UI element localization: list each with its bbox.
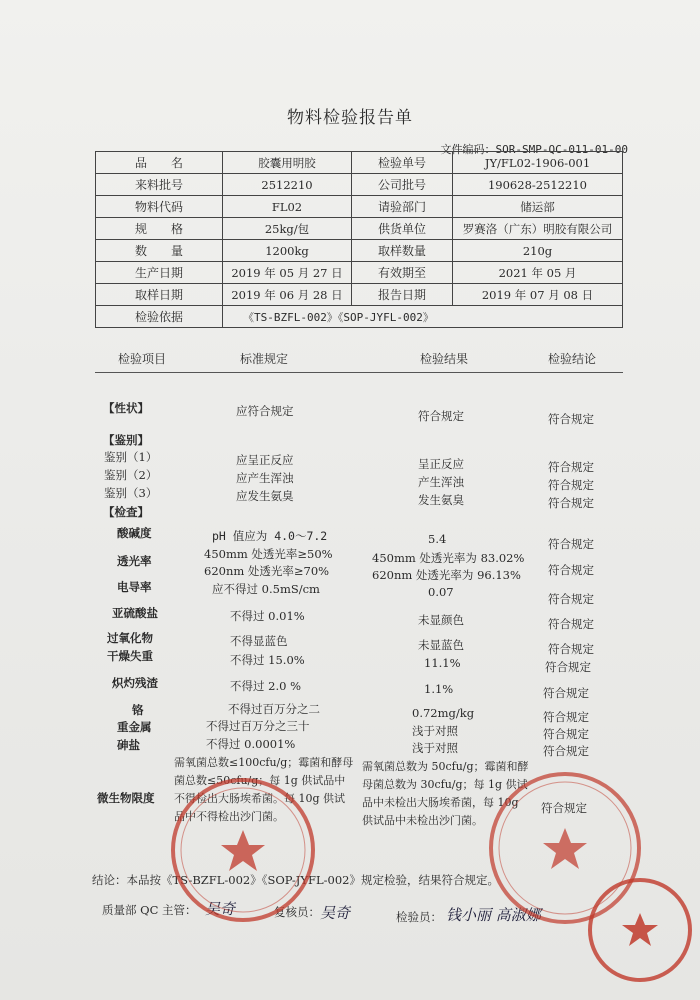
- ph-standard: pH 值应为 4.0～7.2: [212, 529, 328, 543]
- cr-conclusion: 符合规定: [543, 710, 589, 724]
- appearance-standard: 应符合规定: [236, 404, 294, 418]
- file-number: 文件编码：SOR-SMP-QC-011-01-00: [440, 143, 628, 156]
- cr-standard: 不得过百万分之二: [228, 702, 320, 716]
- info-value: 25kg/包: [223, 218, 352, 240]
- id3-result: 发生氨臭: [418, 493, 464, 507]
- heavy-conclusion: 符合规定: [543, 727, 589, 741]
- arsenic-name: 砷盐: [117, 738, 140, 752]
- sulfite-conclusion: 符合规定: [548, 617, 594, 631]
- peroxide-standard: 不得显蓝色: [230, 634, 288, 648]
- conclusion-text: 结论：本品按《TS-BZFL-002》《SOP-JYFL-002》规定检验，结果符合规定。: [92, 873, 499, 887]
- trans-standard-1: 450mm 处透光率≥50%: [204, 547, 333, 561]
- trans-result-1: 450mm 处透光率为 83.02%: [372, 551, 525, 565]
- sulfite-name: 亚硫酸盐: [112, 606, 158, 620]
- micro-conclusion: 符合规定: [541, 801, 587, 815]
- info-row: [96, 174, 623, 196]
- arsenic-standard: 不得过 0.0001%: [206, 737, 296, 751]
- info-value: 2019 年 06 月 28 日: [223, 284, 352, 306]
- company-seal-left: [168, 775, 318, 925]
- id2-conclusion: 符合规定: [548, 478, 594, 492]
- page-title: 物料检验报告单: [287, 108, 413, 128]
- col-result: 检验结果: [420, 352, 469, 366]
- info-row: [96, 196, 623, 218]
- id1-result: 呈正反应: [418, 457, 464, 471]
- qc-signature: 吴奇: [205, 900, 236, 918]
- section-check: 【检查】: [103, 505, 149, 519]
- department-seal: [585, 875, 695, 985]
- info-value: 储运部: [453, 196, 623, 218]
- arsenic-result: 浅于对照: [412, 741, 458, 755]
- dry-conclusion: 符合规定: [545, 660, 591, 674]
- info-label: 规 格: [96, 218, 223, 240]
- cond-name: 电导率: [117, 580, 152, 594]
- cond-conclusion: 符合规定: [548, 592, 594, 606]
- id2-name: 鉴别（2）: [104, 468, 158, 482]
- info-value: 2021 年 05 月: [453, 262, 623, 284]
- ph-name: 酸碱度: [117, 526, 152, 540]
- id3-conclusion: 符合规定: [548, 496, 594, 510]
- inspector-signature: 钱小丽 高淑娜: [446, 906, 541, 924]
- dry-result: 11.1%: [424, 656, 461, 670]
- col-conclusion: 检验结论: [548, 352, 597, 366]
- info-table: [95, 151, 623, 328]
- peroxide-result: 未显蓝色: [418, 638, 464, 652]
- info-label: 数 量: [96, 240, 223, 262]
- id2-standard: 应产生浑浊: [236, 471, 294, 485]
- info-value: 190628-2512210: [453, 174, 623, 196]
- info-label: 公司批号: [352, 174, 453, 196]
- info-value: 2512210: [223, 174, 352, 196]
- micro-result: 需氧菌总数为 50cfu/g；霉菌和酵母菌总数为 30cfu/g；每 1g 供试品中未检出大肠埃希菌，每 10g 供试品中未检出沙门菌。: [362, 760, 529, 827]
- trans-conclusion: 符合规定: [548, 563, 594, 577]
- micro-name: 微生物限度: [97, 791, 155, 805]
- info-label: 生产日期: [96, 262, 223, 284]
- cond-standard: 应不得过 0.5mS/cm: [212, 582, 320, 596]
- col-standard: 标准规定: [240, 352, 289, 366]
- info-row: [96, 240, 623, 262]
- section-identify: 【鉴别】: [103, 433, 149, 447]
- info-value: JY/FL02-1906-001: [453, 152, 623, 174]
- cr-result: 0.72mg/kg: [412, 706, 475, 720]
- peroxide-name: 过氧化物: [107, 631, 153, 645]
- review-label: 复核员：: [274, 905, 320, 919]
- info-label: 取样日期: [96, 284, 223, 306]
- info-label: 请验部门: [352, 196, 453, 218]
- trans-standard-2: 620nm 处透光率≥70%: [204, 564, 330, 578]
- review-signature: 吴奇: [320, 904, 351, 922]
- ash-standard: 不得过 2.0 %: [230, 679, 302, 693]
- info-value: 1200kg: [223, 240, 352, 262]
- cr-name: 铬: [132, 703, 144, 717]
- ash-name: 炽灼残渣: [112, 676, 158, 690]
- info-value: 2019 年 07 月 08 日: [453, 284, 623, 306]
- basis-value: 《TS-BZFL-002》《SOP-JYFL-002》: [223, 306, 623, 328]
- info-label: 检验单号: [352, 152, 453, 174]
- info-label: 取样数量: [352, 240, 453, 262]
- info-row: [96, 262, 623, 284]
- info-label: 报告日期: [352, 284, 453, 306]
- info-label: 品 名: [96, 152, 223, 174]
- info-value: 210g: [453, 240, 623, 262]
- id2-result: 产生浑浊: [418, 475, 464, 489]
- heavy-standard: 不得过百万分之三十: [206, 719, 310, 733]
- peroxide-conclusion: 符合规定: [548, 642, 594, 656]
- info-value: 胶囊用明胶: [223, 152, 352, 174]
- appearance-conclusion: 符合规定: [548, 412, 594, 426]
- info-row: [96, 218, 623, 240]
- inspector-label: 检验员：: [396, 910, 442, 924]
- id1-standard: 应呈正反应: [236, 453, 294, 467]
- basis-row: [96, 306, 623, 328]
- info-value: 罗赛洛（广东）明胶有限公司: [453, 218, 623, 240]
- info-value: FL02: [223, 196, 352, 218]
- id3-name: 鉴别（3）: [104, 486, 158, 500]
- dry-standard: 不得过 15.0%: [230, 653, 305, 667]
- ash-result: 1.1%: [424, 682, 454, 696]
- ph-conclusion: 符合规定: [548, 537, 594, 551]
- sulfite-standard: 不得过 0.01%: [230, 609, 305, 623]
- divider-line: [95, 372, 623, 373]
- section-appearance: 【性状】: [103, 401, 149, 415]
- id1-name: 鉴别（1）: [104, 450, 158, 464]
- ash-conclusion: 符合规定: [543, 686, 589, 700]
- info-row: [96, 152, 623, 174]
- info-label: 来料批号: [96, 174, 223, 196]
- id1-conclusion: 符合规定: [548, 460, 594, 474]
- cond-result: 0.07: [428, 585, 454, 599]
- ph-result: 5.4: [428, 532, 447, 546]
- sulfite-result: 未显颜色: [418, 613, 464, 627]
- trans-name: 透光率: [117, 554, 152, 568]
- info-label: 有效期至: [352, 262, 453, 284]
- info-label: 供货单位: [352, 218, 453, 240]
- trans-result-2: 620nm 处透光率为 96.13%: [372, 568, 521, 582]
- info-label: 物料代码: [96, 196, 223, 218]
- basis-label: 检验依据: [96, 306, 223, 328]
- col-item: 检验项目: [118, 352, 167, 366]
- heavy-name: 重金属: [117, 720, 152, 734]
- info-row: [96, 284, 623, 306]
- info-value: 2019 年 05 月 27 日: [223, 262, 352, 284]
- arsenic-conclusion: 符合规定: [543, 744, 589, 758]
- id3-standard: 应发生氨臭: [236, 489, 294, 503]
- dry-name: 干燥失重: [107, 649, 153, 663]
- micro-standard: 需氧菌总数≤100cfu/g；霉菌和酵母菌总数≤50cfu/g；每 1g 供试品中不得检出大肠埃希菌。每 10g 供试品中不得检出沙门菌。: [174, 756, 354, 823]
- qc-label: 质量部 QC 主管：: [102, 903, 197, 917]
- appearance-result: 符合规定: [418, 409, 464, 423]
- heavy-result: 浅于对照: [412, 724, 458, 738]
